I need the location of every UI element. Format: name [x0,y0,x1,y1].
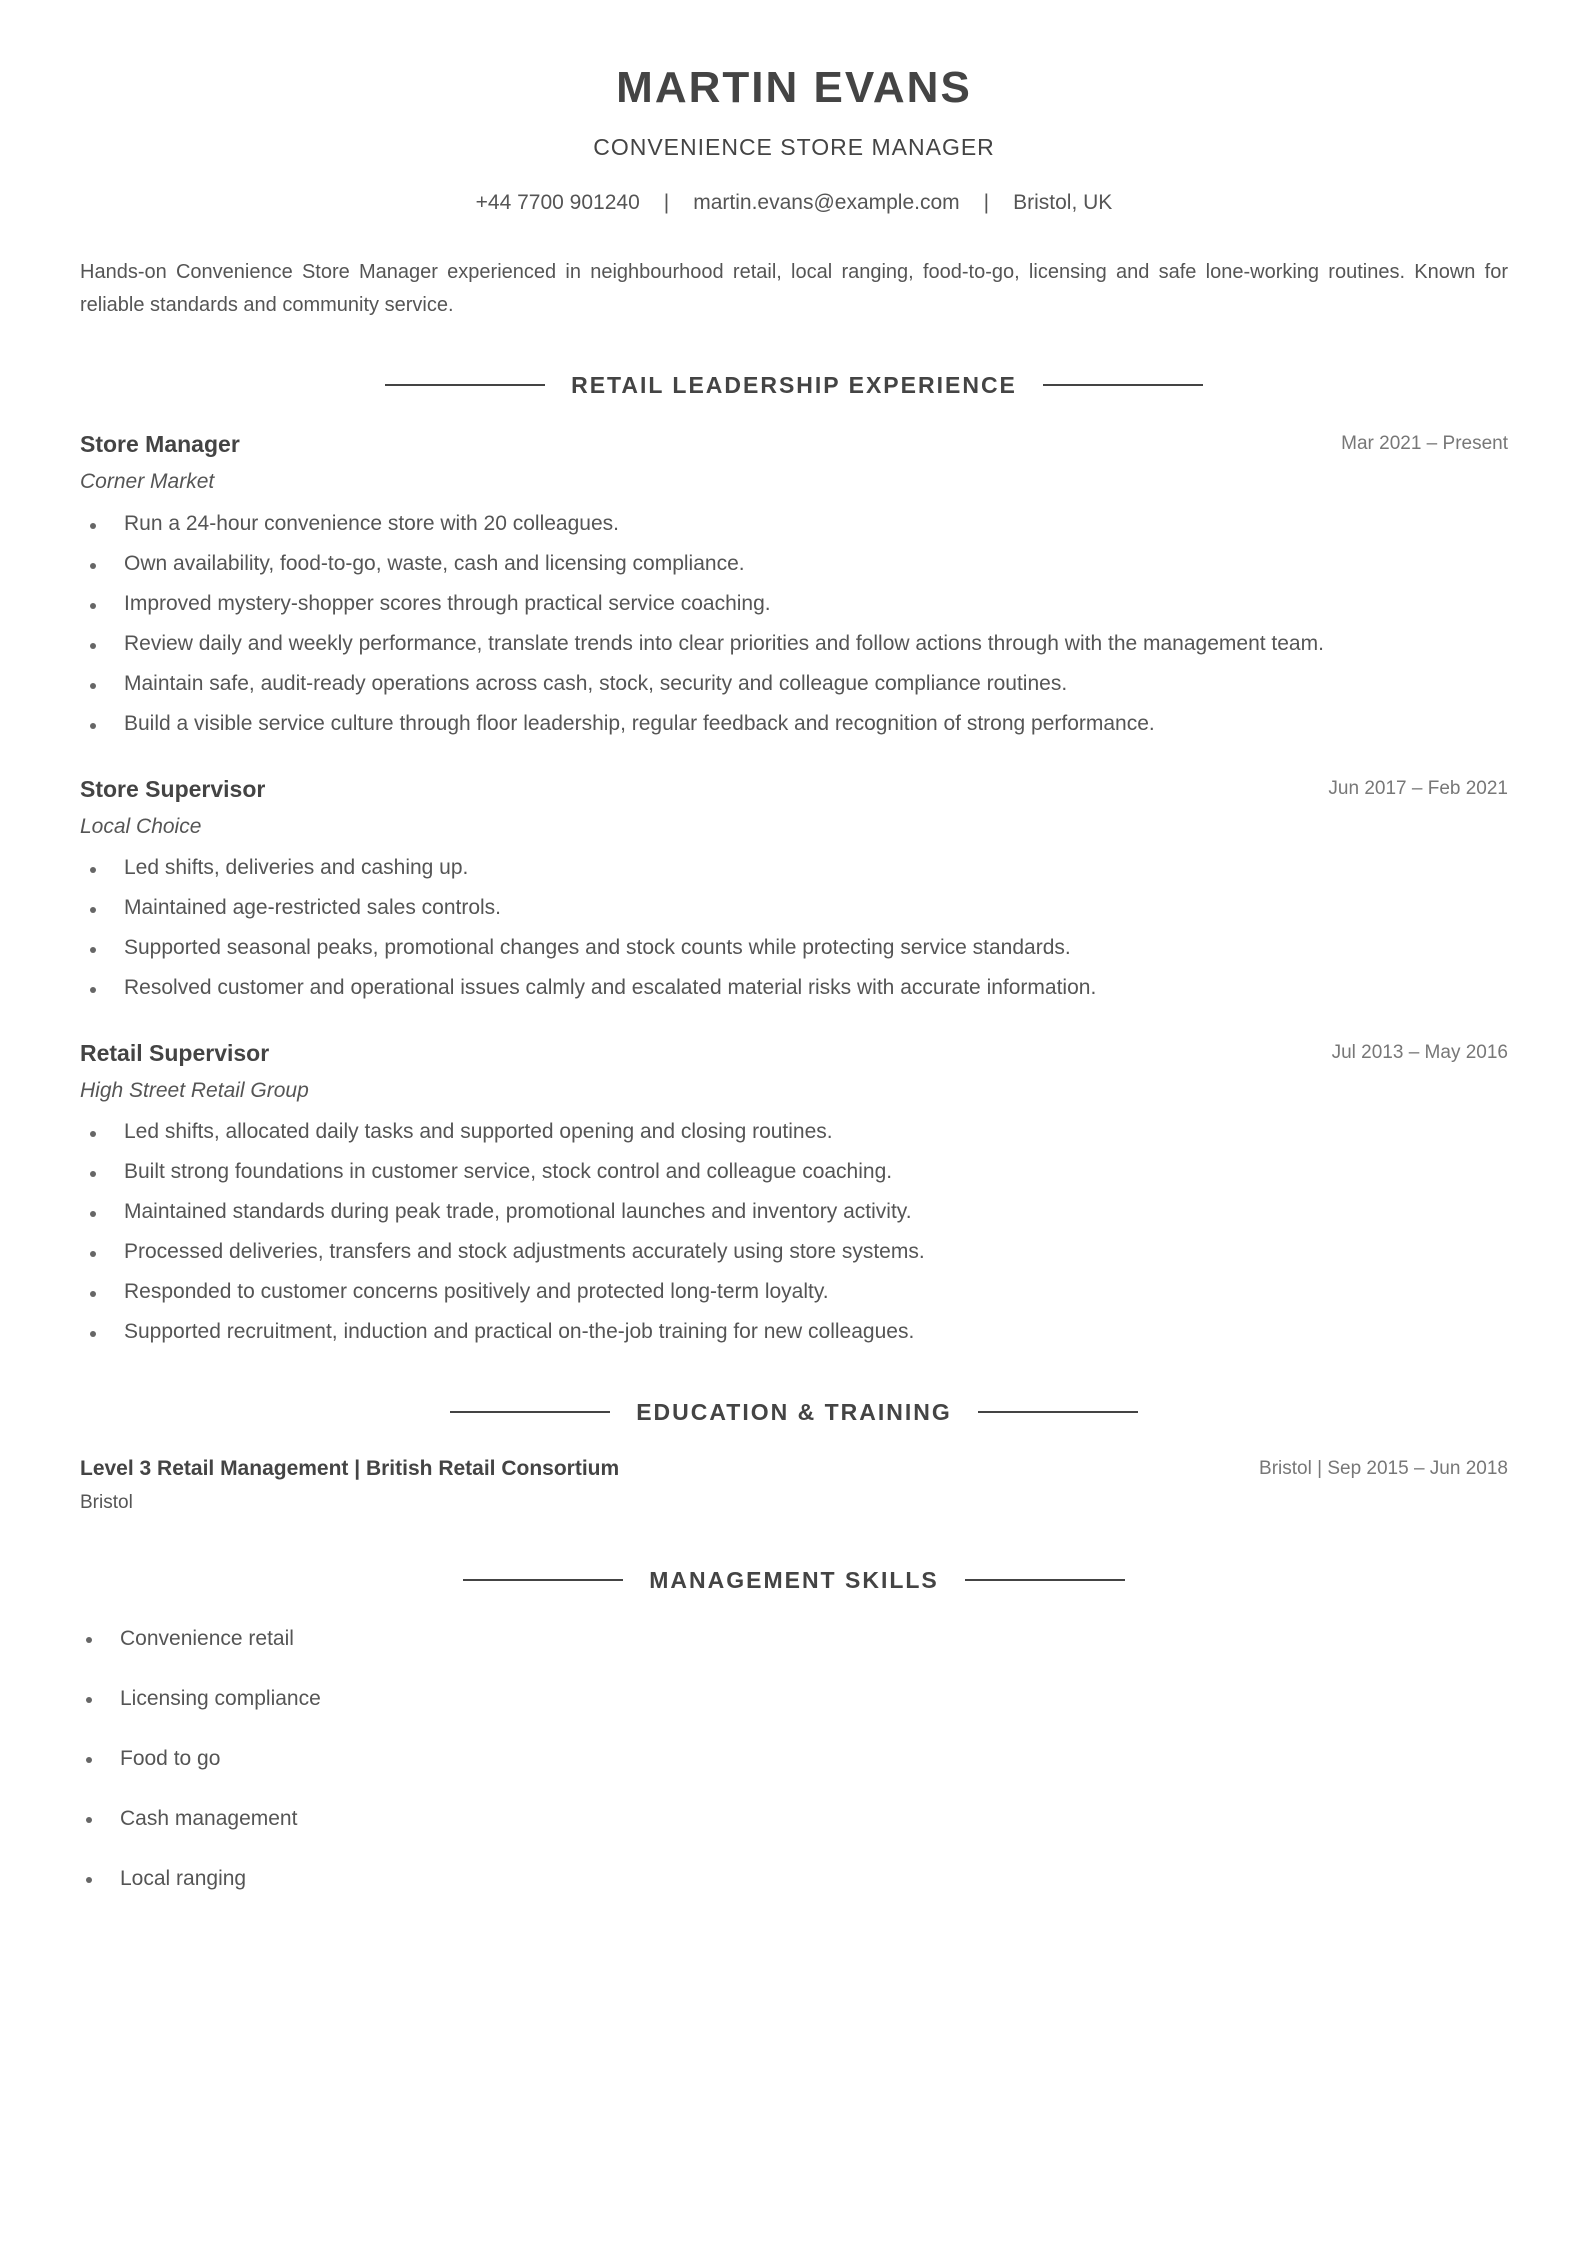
job-1-bullets [80,504,1508,744]
list-item: Improved mystery-shopper scores through practical service coaching. [80,584,1508,624]
job-dates: Mar 2021 – Present [1341,433,1508,454]
contact-line [80,188,1508,218]
contact-separator: | [983,191,990,214]
job-role: Store Supervisor [80,776,266,802]
heading-rule-left [463,1579,623,1581]
list-item: Processed deliveries, transfers and stock adjustments accurately using store systems. [80,1232,1508,1272]
section-heading-label: RETAIL LEADERSHIP EXPERIENCE [571,372,1017,398]
contact-email: martin.evans@example.com [693,191,960,214]
education-dates: Bristol | Sep 2015 – Jun 2018 [1259,1458,1508,1479]
skill-item: Licensing compliance [80,1684,1508,1744]
job-role: Retail Supervisor [80,1040,270,1066]
list-item: Led shifts, allocated daily tasks and supported opening and closing routines. [80,1112,1508,1152]
summary-paragraph: Hands-on Convenience Store Manager experienced in neighbourhood retail, local ranging, food-to-go, licensing and safe lone-working routines. Known for reliable standards and community service. [80,261,1508,316]
education-degree: Level 3 Retail Management | British Retail Consortium [80,1457,620,1480]
list-item: Run a 24-hour convenience store with 20 colleagues. [80,504,1508,544]
list-item: Built strong foundations in customer service, stock control and colleague coaching. [80,1152,1508,1192]
job-dates: Jul 2013 – May 2016 [1331,1042,1508,1063]
list-item: Maintain safe, audit-ready operations across cash, stock, security and colleague compliance routines. [80,664,1508,704]
list-item: Supported recruitment, induction and practical on-the-job training for new colleagues. [80,1312,1508,1352]
list-item: Resolved customer and operational issues calmly and escalated material risks with accurate information. [80,968,1508,1008]
section-heading-skills [80,1565,1508,1595]
list-item: Maintained age-restricted sales controls. [80,888,1508,928]
heading-rule-left [450,1411,610,1413]
skills-list [80,1624,1508,1924]
contact-separator: | [663,191,670,214]
heading-rule-right [965,1579,1125,1581]
job-company: High Street Retail Group [80,1079,309,1102]
section-heading-label: MANAGEMENT SKILLS [649,1567,939,1593]
skill-item: Food to go [80,1744,1508,1804]
heading-rule-left [385,384,545,386]
list-item: Led shifts, deliveries and cashing up. [80,848,1508,888]
section-heading-label: EDUCATION & TRAINING [636,1399,952,1425]
education-location: Bristol [80,1492,133,1513]
job-3-bullets [80,1112,1508,1352]
skill-item: Cash management [80,1804,1508,1864]
job-company: Local Choice [80,815,202,838]
list-item: Responded to customer concerns positively and protected long-term loyalty. [80,1272,1508,1312]
heading-rule-right [978,1411,1138,1413]
list-item: Supported seasonal peaks, promotional changes and stock counts while protecting service standards. [80,928,1508,968]
job-dates: Jun 2017 – Feb 2021 [1328,778,1508,799]
contact-phone: +44 7700 901240 [475,191,640,214]
skill-item: Convenience retail [80,1624,1508,1684]
job-company: Corner Market [80,470,215,493]
list-item: Build a visible service culture through floor leadership, regular feedback and recognition of strong performance. [80,704,1508,744]
section-heading-education [80,1397,1508,1427]
skill-item: Local ranging [80,1864,1508,1924]
candidate-name: MARTIN EVANS [616,63,972,112]
candidate-title: CONVENIENCE STORE MANAGER [593,134,995,160]
job-role: Store Manager [80,431,240,457]
section-heading-experience [80,370,1508,400]
heading-rule-right [1043,384,1203,386]
list-item: Maintained standards during peak trade, promotional launches and inventory activity. [80,1192,1508,1232]
job-2-bullets [80,848,1508,1008]
list-item: Review daily and weekly performance, translate trends into clear priorities and follow actions through with the management team. [80,624,1508,664]
list-item: Own availability, food-to-go, waste, cash and licensing compliance. [80,544,1508,584]
contact-location: Bristol, UK [1013,191,1113,214]
